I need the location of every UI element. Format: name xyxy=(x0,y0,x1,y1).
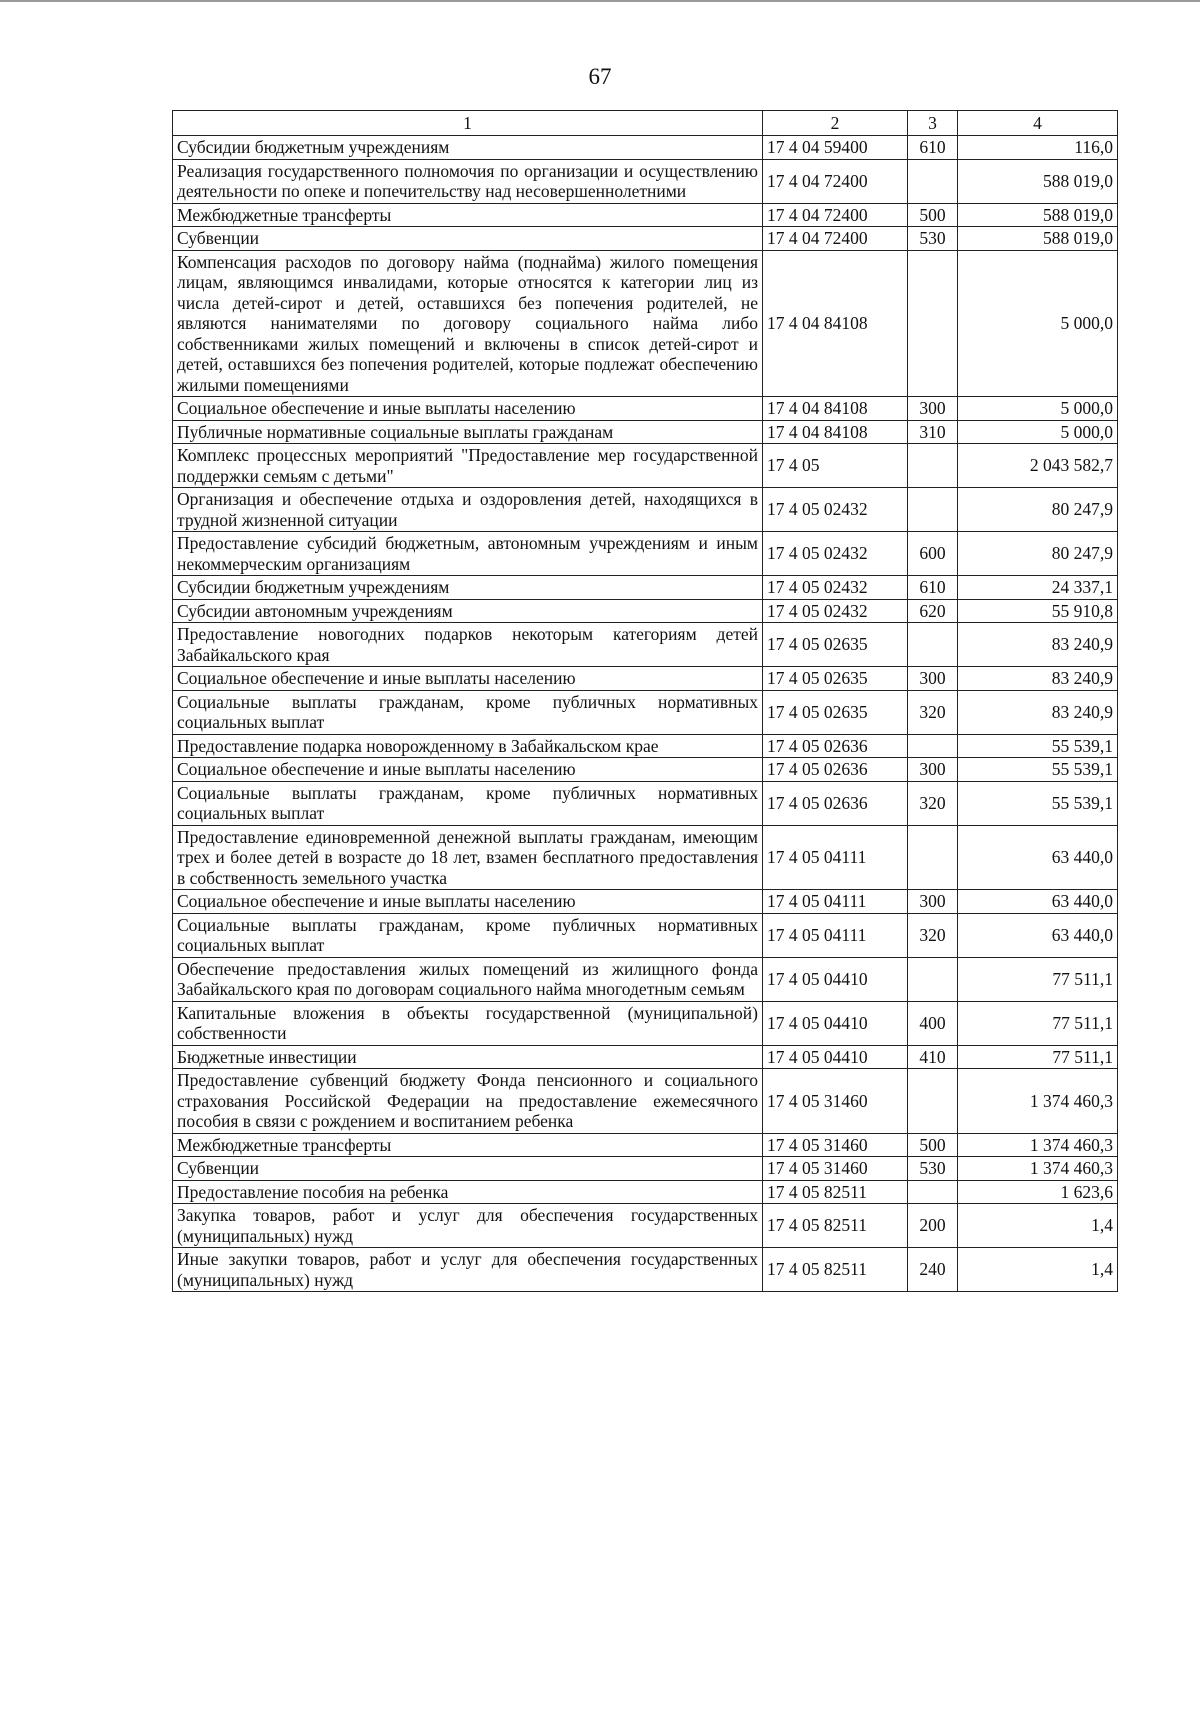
row-name-cell: Социальное обеспечение и иные выплаты населению xyxy=(173,758,763,782)
row-name-cell: Предоставление единовременной денежной выплаты гражданам, имеющим трех и более детей в возрасте до 18 лет, взамен бесплатного предоставления в собственность земельного участка xyxy=(173,825,763,890)
row-sum-cell: 83 240,9 xyxy=(958,667,1118,691)
row-sum-cell: 80 247,9 xyxy=(958,532,1118,576)
row-code-cell: 17 4 05 04111 xyxy=(763,890,908,914)
row-type-cell: 320 xyxy=(908,781,958,825)
row-name-cell: Предоставление новогодних подарков некоторым категориям детей Забайкальского края xyxy=(173,623,763,667)
table-row xyxy=(173,734,1118,758)
row-code-cell: 17 4 05 xyxy=(763,444,908,488)
row-code-cell: 17 4 04 72400 xyxy=(763,203,908,227)
table-row xyxy=(173,136,1118,160)
column-header-3: 3 xyxy=(908,111,958,136)
row-sum-cell: 1 374 460,3 xyxy=(958,1133,1118,1157)
row-type-cell: 200 xyxy=(908,1204,958,1248)
row-code-cell: 17 4 05 02432 xyxy=(763,576,908,600)
row-name-cell: Обеспечение предоставления жилых помещений из жилищного фонда Забайкальского края по договорам социального найма многодетным семьям xyxy=(173,957,763,1001)
top-border-line xyxy=(0,0,1200,2)
column-header-1: 1 xyxy=(173,111,763,136)
row-name-cell: Предоставление подарка новорожденному в Забайкальском крае xyxy=(173,734,763,758)
table-row xyxy=(173,623,1118,667)
row-sum-cell: 55 539,1 xyxy=(958,758,1118,782)
table-row xyxy=(173,1069,1118,1134)
row-name-cell: Компенсация расходов по договору найма (поднайма) жилого помещения лицам, являющимся инвалидами, которые относятся к категории лиц из числа детей-сирот и детей, оставшихся без попечения родителей, не являются нанимателями по договору социального найма либо собственниками жилых помещений и включены в список детей-сирот и детей, оставшихся без попечения родителей, которые подлежат обеспечению жилыми помещениями xyxy=(173,250,763,397)
table-row xyxy=(173,444,1118,488)
column-header-2: 2 xyxy=(763,111,908,136)
row-name-cell: Организация и обеспечение отдыха и оздоровления детей, находящихся в трудной жизненной ситуации xyxy=(173,488,763,532)
row-name-cell: Предоставление субсидий бюджетным, автономным учреждениям и иным некоммерческим организациям xyxy=(173,532,763,576)
row-code-cell: 17 4 05 02635 xyxy=(763,667,908,691)
table-row xyxy=(173,1180,1118,1204)
table-row xyxy=(173,781,1118,825)
table-row xyxy=(173,397,1118,421)
row-type-cell: 400 xyxy=(908,1001,958,1045)
table-row xyxy=(173,913,1118,957)
row-name-cell: Межбюджетные трансферты xyxy=(173,203,763,227)
table-row xyxy=(173,890,1118,914)
row-code-cell: 17 4 04 72400 xyxy=(763,227,908,251)
budget-table xyxy=(172,110,1118,1292)
table-row xyxy=(173,203,1118,227)
row-code-cell: 17 4 04 72400 xyxy=(763,159,908,203)
row-name-cell: Социальные выплаты гражданам, кроме публичных нормативных социальных выплат xyxy=(173,690,763,734)
row-type-cell xyxy=(908,623,958,667)
row-code-cell: 17 4 05 02635 xyxy=(763,623,908,667)
row-sum-cell: 80 247,9 xyxy=(958,488,1118,532)
row-type-cell: 500 xyxy=(908,203,958,227)
row-code-cell: 17 4 05 31460 xyxy=(763,1133,908,1157)
row-name-cell: Субвенции xyxy=(173,1157,763,1181)
row-name-cell: Социальное обеспечение и иные выплаты населению xyxy=(173,667,763,691)
table-row xyxy=(173,667,1118,691)
table-row xyxy=(173,1157,1118,1181)
row-type-cell: 530 xyxy=(908,1157,958,1181)
row-type-cell xyxy=(908,734,958,758)
table-row xyxy=(173,957,1118,1001)
row-name-cell: Предоставление пособия на ребенка xyxy=(173,1180,763,1204)
row-code-cell: 17 4 05 04111 xyxy=(763,913,908,957)
row-sum-cell: 83 240,9 xyxy=(958,690,1118,734)
row-sum-cell: 1 374 460,3 xyxy=(958,1069,1118,1134)
row-type-cell: 310 xyxy=(908,420,958,444)
table-row xyxy=(173,1045,1118,1069)
row-sum-cell: 588 019,0 xyxy=(958,203,1118,227)
row-type-cell: 300 xyxy=(908,667,958,691)
table-row xyxy=(173,825,1118,890)
table-row xyxy=(173,1001,1118,1045)
row-sum-cell: 63 440,0 xyxy=(958,825,1118,890)
row-type-cell: 410 xyxy=(908,1045,958,1069)
row-name-cell: Иные закупки товаров, работ и услуг для обеспечения государственных (муниципальных) нужд xyxy=(173,1248,763,1292)
column-header-4: 4 xyxy=(958,111,1118,136)
table-row xyxy=(173,420,1118,444)
table-header-row xyxy=(173,111,1118,136)
row-code-cell: 17 4 05 02432 xyxy=(763,532,908,576)
table-row xyxy=(173,1133,1118,1157)
row-type-cell: 300 xyxy=(908,758,958,782)
row-sum-cell: 5 000,0 xyxy=(958,420,1118,444)
row-name-cell: Публичные нормативные социальные выплаты гражданам xyxy=(173,420,763,444)
row-code-cell: 17 4 05 82511 xyxy=(763,1204,908,1248)
row-sum-cell: 24 337,1 xyxy=(958,576,1118,600)
row-code-cell: 17 4 04 84108 xyxy=(763,397,908,421)
table-body xyxy=(173,136,1118,1292)
row-sum-cell: 2 043 582,7 xyxy=(958,444,1118,488)
table-row xyxy=(173,576,1118,600)
row-sum-cell: 1 623,6 xyxy=(958,1180,1118,1204)
row-code-cell: 17 4 05 04410 xyxy=(763,1001,908,1045)
row-type-cell xyxy=(908,250,958,397)
row-code-cell: 17 4 05 02636 xyxy=(763,758,908,782)
table-row xyxy=(173,159,1118,203)
row-code-cell: 17 4 04 84108 xyxy=(763,420,908,444)
row-type-cell xyxy=(908,825,958,890)
row-sum-cell: 55 539,1 xyxy=(958,781,1118,825)
table-row xyxy=(173,1204,1118,1248)
row-sum-cell: 1,4 xyxy=(958,1204,1118,1248)
row-type-cell: 320 xyxy=(908,913,958,957)
table-row xyxy=(173,250,1118,397)
row-code-cell: 17 4 05 02432 xyxy=(763,488,908,532)
row-name-cell: Комплекс процессных мероприятий "Предоставление мер государственной поддержки семьям с детьми" xyxy=(173,444,763,488)
row-sum-cell: 63 440,0 xyxy=(958,913,1118,957)
row-type-cell: 300 xyxy=(908,397,958,421)
row-name-cell: Субсидии бюджетным учреждениям xyxy=(173,136,763,160)
row-name-cell: Субвенции xyxy=(173,227,763,251)
page-number: 67 xyxy=(588,64,612,89)
row-code-cell: 17 4 04 84108 xyxy=(763,250,908,397)
row-type-cell: 610 xyxy=(908,576,958,600)
row-code-cell: 17 4 05 82511 xyxy=(763,1180,908,1204)
row-type-cell xyxy=(908,1180,958,1204)
row-code-cell: 17 4 05 04410 xyxy=(763,957,908,1001)
row-code-cell: 17 4 05 82511 xyxy=(763,1248,908,1292)
row-type-cell: 620 xyxy=(908,599,958,623)
row-code-cell: 17 4 05 31460 xyxy=(763,1069,908,1134)
row-sum-cell: 83 240,9 xyxy=(958,623,1118,667)
table-row xyxy=(173,488,1118,532)
row-type-cell: 240 xyxy=(908,1248,958,1292)
row-sum-cell: 77 511,1 xyxy=(958,957,1118,1001)
row-type-cell: 500 xyxy=(908,1133,958,1157)
row-code-cell: 17 4 05 02636 xyxy=(763,781,908,825)
row-code-cell: 17 4 05 02636 xyxy=(763,734,908,758)
row-name-cell: Капитальные вложения в объекты государственной (муниципальной) собственности xyxy=(173,1001,763,1045)
row-code-cell: 17 4 05 04111 xyxy=(763,825,908,890)
row-name-cell: Бюджетные инвестиции xyxy=(173,1045,763,1069)
row-code-cell: 17 4 05 31460 xyxy=(763,1157,908,1181)
row-code-cell: 17 4 04 59400 xyxy=(763,136,908,160)
row-sum-cell: 77 511,1 xyxy=(958,1001,1118,1045)
table-row xyxy=(173,1248,1118,1292)
row-sum-cell: 55 539,1 xyxy=(958,734,1118,758)
row-type-cell xyxy=(908,159,958,203)
row-name-cell: Социальное обеспечение и иные выплаты населению xyxy=(173,397,763,421)
row-sum-cell: 77 511,1 xyxy=(958,1045,1118,1069)
row-name-cell: Социальное обеспечение и иные выплаты населению xyxy=(173,890,763,914)
row-type-cell xyxy=(908,488,958,532)
row-type-cell: 300 xyxy=(908,890,958,914)
row-name-cell: Межбюджетные трансферты xyxy=(173,1133,763,1157)
row-type-cell: 320 xyxy=(908,690,958,734)
row-type-cell xyxy=(908,957,958,1001)
row-name-cell: Реализация государственного полномочия по организации и осуществлению деятельности по опеке и попечительству над несовершеннолетними xyxy=(173,159,763,203)
row-type-cell: 610 xyxy=(908,136,958,160)
row-sum-cell: 5 000,0 xyxy=(958,250,1118,397)
table-row xyxy=(173,227,1118,251)
row-sum-cell: 55 910,8 xyxy=(958,599,1118,623)
row-sum-cell: 63 440,0 xyxy=(958,890,1118,914)
row-name-cell: Субсидии автономным учреждениям xyxy=(173,599,763,623)
row-type-cell xyxy=(908,444,958,488)
row-type-cell xyxy=(908,1069,958,1134)
row-type-cell: 530 xyxy=(908,227,958,251)
row-sum-cell: 116,0 xyxy=(958,136,1118,160)
row-sum-cell: 1,4 xyxy=(958,1248,1118,1292)
row-name-cell: Социальные выплаты гражданам, кроме публичных нормативных социальных выплат xyxy=(173,913,763,957)
row-sum-cell: 588 019,0 xyxy=(958,227,1118,251)
row-sum-cell: 1 374 460,3 xyxy=(958,1157,1118,1181)
table-row xyxy=(173,599,1118,623)
table-row xyxy=(173,758,1118,782)
row-code-cell: 17 4 05 02635 xyxy=(763,690,908,734)
row-sum-cell: 588 019,0 xyxy=(958,159,1118,203)
row-name-cell: Субсидии бюджетным учреждениям xyxy=(173,576,763,600)
row-sum-cell: 5 000,0 xyxy=(958,397,1118,421)
row-type-cell: 600 xyxy=(908,532,958,576)
row-name-cell: Предоставление субвенций бюджету Фонда пенсионного и социального страхования Российской Федерации на предоставление ежемесячного пособия в связи с рождением и воспитанием ребенка xyxy=(173,1069,763,1134)
row-name-cell: Социальные выплаты гражданам, кроме публичных нормативных социальных выплат xyxy=(173,781,763,825)
table-row xyxy=(173,690,1118,734)
table-row xyxy=(173,532,1118,576)
row-code-cell: 17 4 05 02432 xyxy=(763,599,908,623)
row-name-cell: Закупка товаров, работ и услуг для обеспечения государственных (муниципальных) нужд xyxy=(173,1204,763,1248)
row-code-cell: 17 4 05 04410 xyxy=(763,1045,908,1069)
